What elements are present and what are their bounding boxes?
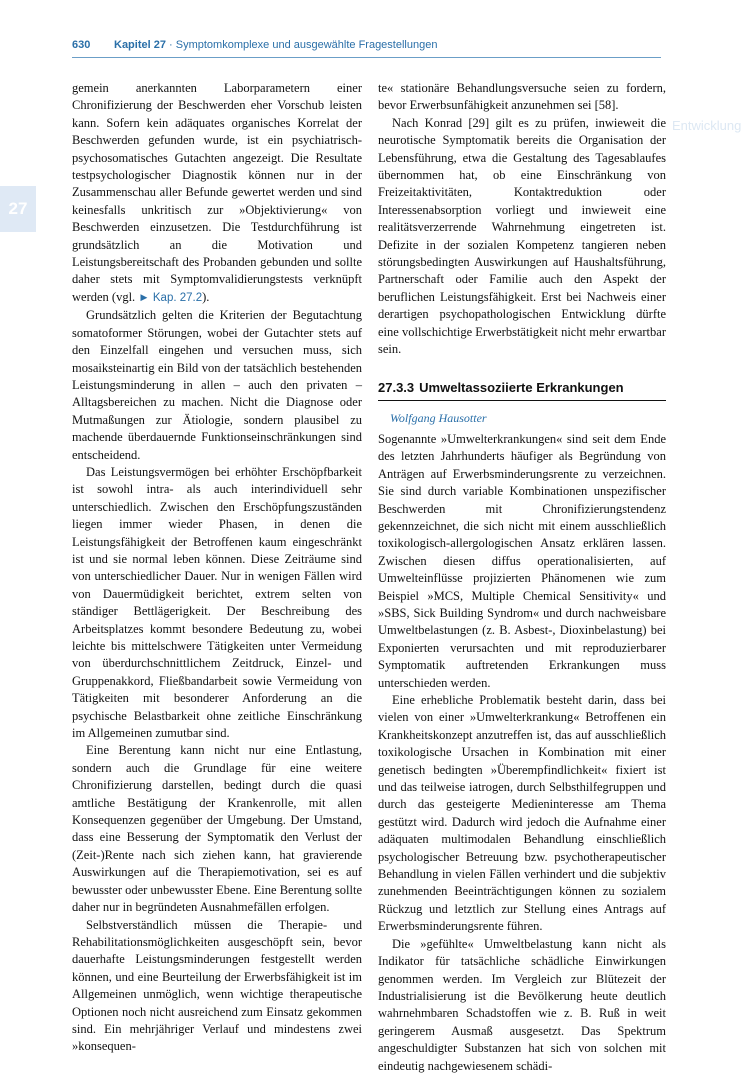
paragraph: Nach Konrad [29] gilt es zu prüfen, inwieweit die neurotische Symptomatik bereits die Organisation der Lebensführung, etwa die Gestaltung des Tagesablaufes übernommen hat, ob eine Einschränkung von Freizeitaktivitäten, Kontaktreduktion oder Interessenabsorption vorliegt und inwieweit eine realitätsverzerrende Wahrnehmung eingetreten ist. Defizite in der sozialen Kompetenz tangieren neben störungsbedingten Auswirkungen auf Haushaltsführung, Partnerschaft oder Familie auch den Aspekt der beruflichen Leistungsfähigkeit. Erst bei Nachweis einer derartigen psychopathologischen Entwicklung dürfte eine vollschichtige Erwerbstätigkeit nicht mehr erwartbar sein. bbox=[378, 115, 666, 357]
paragraph-text-end: ). bbox=[202, 289, 210, 304]
chapter-reference-link[interactable]: ► Kap. 27.2 bbox=[138, 291, 203, 304]
right-column bbox=[378, 80, 666, 1075]
section-heading bbox=[378, 380, 666, 401]
bleed-through-text: Entwicklung bbox=[672, 118, 741, 133]
header-rule bbox=[72, 57, 661, 58]
paragraph: Sogenannte »Umwelterkrankungen« sind seit dem Ende des letzten Jahrhunderts häufiger als Begründung von Anträgen auf Erwerbsminderungsrente zu verzeichnen. Sie sind durch variable Kombinationen unspezifischer Beschwerden mit Chronifizierungstendenz gekennzeichnet, die sich nicht mit einem ausschließlich toxikologisch-allergologischen Ansatz erklären lassen. Zwischen diesen diffus operationalisierten, auf Umwelteinflüsse projizierten Phänomenen wie zum Beispiel »MCS, Multiple Chemical Sensitivity« und »SBS, Sick Building Syndrom« und durch nachweisbare Umweltbelastungen (z. B. Asbest-, Dioxinbelastung) bei Exponierten verursachten und mit reproduzierbarer Symptomatik auftretenden Erkrankungen muss unterschieden werden. bbox=[378, 431, 666, 690]
paragraph: te« stationäre Behandlungsversuche seien zu fordern, bevor Erwerbsunfähigkeit anzunehmen sei [58]. bbox=[378, 81, 666, 113]
paragraph: Grundsätzlich gelten die Kriterien der Begutachtung somatoformer Störungen, wobei der Gutachter stets auf den Einzelfall eingehen und versuchen muss, sich mosaiksteinartig ein Bild von der tatsächlich bestehenden Leistungsminderung in allen – auch den privaten – Alltagsbereichen zu machen. Nicht die Diagnose oder Mutmaßungen zur Ätiologie, sondern plausibel zu machende überdauernde Funktionseinschränkungen sind entscheidend. bbox=[72, 308, 362, 462]
paragraph: Selbstverständlich müssen die Therapie- und Rehabilitationsmöglichkeiten ausgeschöpft sein, bevor dauerhafte Leistungsminderungen festgestellt werden können, und eine Beurteilung der Erwerbsfähigkeit ist im Allgemeinen unmöglich, wenn wichtige therapeutische Optionen noch nicht ausreichend zum Einsatz gekommen sind. Ein mehrjähriger Verlauf und mindestens zwei »konsequen- bbox=[72, 917, 362, 1054]
paragraph: Eine Berentung kann nicht nur eine Entlastung, sondern auch die Grundlage für eine weitere Chronifizierung darstellen, bedingt durch die quasi amtliche Bestätigung der Krankenrolle, mit allen Konsequenzen gegenüber der Umgebung. Der Umstand, dass eine Besserung der Symptomatik den Verlust der (Zeit-)Rente nach sich ziehen kann, hat gravierende Auswirkungen auf die Therapiemotivation, sei es auf bewusster oder unbewusster Ebene. Eine Berentung sollte daher nur in begründeten Ausnahmefällen erfolgen. bbox=[72, 743, 362, 915]
section-author: Wolfgang Hausotter bbox=[390, 410, 487, 425]
section-number: 27.3.3 bbox=[378, 379, 415, 395]
chapter-side-tab: 27 bbox=[0, 186, 36, 232]
chapter-subtitle: · Symptomkomplexe und ausgewählte Fragestellungen bbox=[165, 39, 438, 51]
paragraph: Das Leistungsvermögen bei erhöhter Erschöpfbarkeit ist sowohl intra- als auch interindividuell sehr unterschiedlich. Zwischen den Erschöpfungszuständen liegen immer wieder Phasen, in denen die Leistungsfähigkeit der Betroffenen kaum eingeschränkt ist und sie normal leben können. Diese Zeiträume sind von unterschiedlicher Dauer. Nur in wenigen Fällen wird von Dauermüdigkeit berichtet, extrem selten von ständiger Bettlägerigkeit. Der Beschreibung des Arbeitsplatzes kommt besondere Bedeutung zu, wobei leichte bis mittelschwere Tätigkeiten unter Vermeidung von überdurchschnittlichem Zeitdruck, Einzel- und Gruppenakkord, Fließbandarbeit sowie Vermeidung von Tätigkeiten mit besonderer Anforderung an die psychische Belastbarkeit ohne zeitliche Einschränkung im Allgemeinen zumutbar sind. bbox=[72, 464, 362, 741]
left-column bbox=[72, 80, 362, 1056]
page-number: 630 bbox=[72, 39, 91, 51]
paragraph: Die »gefühlte« Umweltbelastung kann nicht als Indikator für tatsächliche schädliche Einwirkungen genommen werden. Im Vergleich zur Blütezeit der Industrialisierung ist die Bevölkerung heute deutlich wahrnehmbaren Schadstoffen wie z. B. Ruß in weit geringerem Ausmaß ausgesetzt. Das Spektrum angeschuldigter Substanzen hat sich von solchen mit eindeutig nachgewiesenem schädi- bbox=[378, 936, 666, 1073]
running-header bbox=[0, 0, 719, 58]
section-title: Umweltassoziierte Erkrankungen bbox=[419, 379, 624, 395]
paragraph bbox=[72, 80, 362, 307]
paragraph: Eine erhebliche Problematik besteht darin, dass bei vielen von einer »Umwelterkrankung« Betroffenen ein Krankheitskonzept anzutreffen ist, das auf ausschließlich toxikologische Ursachen in Kombination mit einer genetisch bedingten »Überempfindlichkeit« fixiert ist und das teilweise iatrogen, durch Selbsthilfegruppen und durch das gesteigerte Medieninteresse am Thema gestützt wird. Dadurch wird jedoch die Aufnahme einer adäquaten multimodalen Behandlung einschließlich psychologischer Betreuung bzw. psychotherapeutischer Behandlung in vielen Fällen verhindert und die subjektiv zunehmenden Beeinträchtigungen können zu sozialem Rückzug und letztlich zur Stellung eines Antrags auf Erwerbsminderungsrente führen. bbox=[378, 693, 666, 934]
chapter-title bbox=[114, 39, 437, 51]
paragraph-text: gemein anerkannten Laborparametern einer Chronifizierung der Beschwerden eher Vorschub leisten kann. Sofern kein adäquates organisches Korrelat der Beschwerden gefunden wurde, ist ein psychiatrisch-psychosomatisches Gutachten angezeigt. Die Resultate testpsychologischer Diagnostik können nur in der Zusammenschau aller Befunde gewertet werden und sind keinesfalls unkritisch zur »Objektivierung« von Beschwerden einzusetzen. Die Testdurchführung ist grundsätzlich an die Motivation und Leistungsbereitschaft des Probanden gebunden und sollte daher stets mit Symptomvalidierungstests verknüpft werden (vgl. bbox=[72, 81, 362, 304]
chapter-label: Kapitel 27 bbox=[114, 39, 166, 51]
